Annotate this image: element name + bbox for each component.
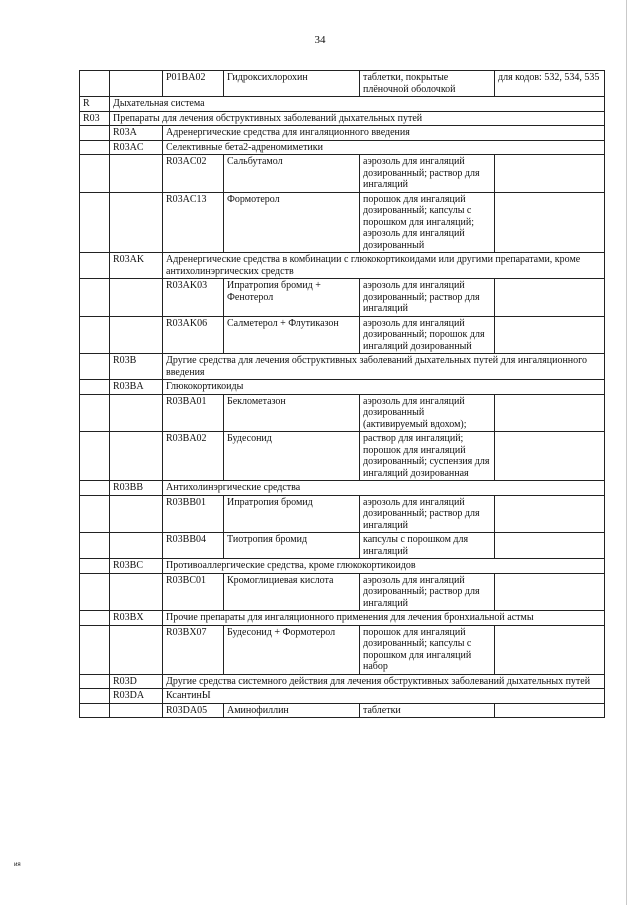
empty-cell bbox=[110, 394, 163, 432]
dosage-form: аэрозоль для ингаляций дозированный; раствор для ингаляций bbox=[360, 573, 495, 611]
empty-cell bbox=[80, 192, 110, 253]
dosage-form: таблетки, покрытые плёночной оболочкой bbox=[360, 71, 495, 97]
table-row bbox=[80, 111, 605, 126]
empty-cell bbox=[110, 71, 163, 97]
drug-code: R03AK06 bbox=[163, 316, 224, 354]
drug-name: Будесонид + Формотерол bbox=[224, 625, 360, 674]
empty-cell bbox=[80, 559, 110, 574]
empty-cell bbox=[80, 155, 110, 193]
drug-code: R03DA05 bbox=[163, 703, 224, 718]
table-row bbox=[80, 481, 605, 496]
drug-name: Формотерол bbox=[224, 192, 360, 253]
note-cell bbox=[495, 279, 605, 317]
empty-cell bbox=[80, 380, 110, 395]
empty-cell bbox=[80, 573, 110, 611]
group-code: R bbox=[80, 97, 110, 112]
subgroup-code: R03BB bbox=[110, 481, 163, 496]
table-row bbox=[80, 155, 605, 193]
empty-cell bbox=[110, 533, 163, 559]
drug-code: R03BB01 bbox=[163, 495, 224, 533]
table-row bbox=[80, 71, 605, 97]
drug-name: Ипратропия бромид bbox=[224, 495, 360, 533]
drug-name: Салметерол + Флутиказон bbox=[224, 316, 360, 354]
empty-cell bbox=[80, 495, 110, 533]
empty-cell bbox=[110, 279, 163, 317]
table-row bbox=[80, 495, 605, 533]
drug-name: Ипратропия бромид + Фенотерол bbox=[224, 279, 360, 317]
empty-cell bbox=[110, 192, 163, 253]
dosage-form: аэрозоль для ингаляций дозированный; раствор для ингаляций bbox=[360, 495, 495, 533]
group-label: Дыхательная система bbox=[110, 97, 605, 112]
drug-code: R03AC02 bbox=[163, 155, 224, 193]
empty-cell bbox=[80, 140, 110, 155]
dosage-form: аэрозоль для ингаляций дозированный (активируемый вдохом); bbox=[360, 394, 495, 432]
table-row bbox=[80, 533, 605, 559]
subgroup-label: Другие средства системного действия для лечения обструктивных заболеваний дыхательных путей bbox=[163, 674, 605, 689]
table-row bbox=[80, 126, 605, 141]
empty-cell bbox=[80, 481, 110, 496]
subgroup-label: Противоаллергические средства, кроме глюкокортикоидов bbox=[163, 559, 605, 574]
group-label: Препараты для лечения обструктивных заболеваний дыхательных путей bbox=[110, 111, 605, 126]
drug-code: R03BA02 bbox=[163, 432, 224, 481]
drug-name: Гидроксихлорохин bbox=[224, 71, 360, 97]
note-cell: для кодов: 532, 534, 535 bbox=[495, 71, 605, 97]
dosage-form: аэрозоль для ингаляций дозированный; раствор для ингаляций bbox=[360, 279, 495, 317]
group-code: R03 bbox=[80, 111, 110, 126]
drug-code: R03AC13 bbox=[163, 192, 224, 253]
table-row bbox=[80, 354, 605, 380]
subgroup-label: Другие средства для лечения обструктивных заболеваний дыхательных путей для ингаляционного введения bbox=[163, 354, 605, 380]
note-cell bbox=[495, 573, 605, 611]
drug-name: Тиотропия бромид bbox=[224, 533, 360, 559]
subgroup-code: R03BC bbox=[110, 559, 163, 574]
empty-cell bbox=[110, 495, 163, 533]
empty-cell bbox=[110, 155, 163, 193]
dosage-form: раствор для ингаляций; порошок для ингаляций дозированный; суспензия для ингаляций дозированная bbox=[360, 432, 495, 481]
note-cell bbox=[495, 432, 605, 481]
empty-cell bbox=[80, 253, 110, 279]
table-row bbox=[80, 703, 605, 718]
drug-code: R03BA01 bbox=[163, 394, 224, 432]
dosage-form: капсулы с порошком для ингаляций bbox=[360, 533, 495, 559]
table-row bbox=[80, 279, 605, 317]
empty-cell bbox=[110, 625, 163, 674]
drug-code: R03BX07 bbox=[163, 625, 224, 674]
note-cell bbox=[495, 155, 605, 193]
table-row bbox=[80, 611, 605, 626]
page-edge-line bbox=[626, 0, 627, 905]
drug-name: Беклометазон bbox=[224, 394, 360, 432]
empty-cell bbox=[80, 625, 110, 674]
note-cell bbox=[495, 495, 605, 533]
subgroup-code: R03D bbox=[110, 674, 163, 689]
empty-cell bbox=[80, 354, 110, 380]
empty-cell bbox=[110, 573, 163, 611]
table-row bbox=[80, 253, 605, 279]
dosage-form: порошок для ингаляций дозированный; капсулы с порошком для ингаляций набор bbox=[360, 625, 495, 674]
subgroup-label: Прочие препараты для ингаляционного применения для лечения бронхиальной астмы bbox=[163, 611, 605, 626]
note-cell bbox=[495, 394, 605, 432]
subgroup-label: Селективные бета2-адреномиметики bbox=[163, 140, 605, 155]
empty-cell bbox=[110, 432, 163, 481]
note-cell bbox=[495, 703, 605, 718]
table-row bbox=[80, 559, 605, 574]
note-cell bbox=[495, 625, 605, 674]
drug-code: R03AK03 bbox=[163, 279, 224, 317]
empty-cell bbox=[80, 432, 110, 481]
drug-code: P01BA02 bbox=[163, 71, 224, 97]
dosage-form: аэрозоль для ингаляций дозированный; раствор для ингаляций bbox=[360, 155, 495, 193]
subgroup-code: R03AK bbox=[110, 253, 163, 279]
table-row bbox=[80, 140, 605, 155]
empty-cell bbox=[80, 703, 110, 718]
subgroup-code: R03BA bbox=[110, 380, 163, 395]
note-cell bbox=[495, 533, 605, 559]
table-row bbox=[80, 573, 605, 611]
subgroup-code: R03AC bbox=[110, 140, 163, 155]
empty-cell bbox=[80, 71, 110, 97]
note-cell bbox=[495, 316, 605, 354]
drug-classification-table bbox=[79, 70, 605, 718]
dosage-form: порошок для ингаляций дозированный; капсулы с порошком для ингаляций; аэрозоль для ингаляций дозированный bbox=[360, 192, 495, 253]
empty-cell bbox=[80, 611, 110, 626]
empty-cell bbox=[80, 394, 110, 432]
empty-cell bbox=[80, 279, 110, 317]
drug-name: Аминофиллин bbox=[224, 703, 360, 718]
drug-code: R03BC01 bbox=[163, 573, 224, 611]
subgroup-code: R03DA bbox=[110, 689, 163, 704]
subgroup-label: Глюкокортикоиды bbox=[163, 380, 605, 395]
table-row bbox=[80, 689, 605, 704]
empty-cell bbox=[80, 689, 110, 704]
table-row bbox=[80, 97, 605, 112]
empty-cell bbox=[80, 674, 110, 689]
drug-code: R03BB04 bbox=[163, 533, 224, 559]
page-number: 34 bbox=[314, 34, 326, 46]
empty-cell bbox=[80, 126, 110, 141]
corner-mark: ия bbox=[14, 862, 21, 868]
empty-cell bbox=[80, 316, 110, 354]
dosage-form: аэрозоль для ингаляций дозированный; порошок для ингаляций дозированный bbox=[360, 316, 495, 354]
drug-name: Будесонид bbox=[224, 432, 360, 481]
empty-cell bbox=[110, 316, 163, 354]
subgroup-label: Адренергические средства для ингаляционного введения bbox=[163, 126, 605, 141]
table-row bbox=[80, 394, 605, 432]
subgroup-code: R03BX bbox=[110, 611, 163, 626]
dosage-form: таблетки bbox=[360, 703, 495, 718]
table-row bbox=[80, 316, 605, 354]
table-row bbox=[80, 380, 605, 395]
drug-name: Кромоглициевая кислота bbox=[224, 573, 360, 611]
table-row bbox=[80, 625, 605, 674]
subgroup-label: КсантинЫ bbox=[163, 689, 605, 704]
subgroup-label: Антихолинэргические средства bbox=[163, 481, 605, 496]
empty-cell bbox=[80, 533, 110, 559]
drug-name: Сальбутамол bbox=[224, 155, 360, 193]
note-cell bbox=[495, 192, 605, 253]
subgroup-code: R03A bbox=[110, 126, 163, 141]
subgroup-code: R03B bbox=[110, 354, 163, 380]
table-row bbox=[80, 192, 605, 253]
subgroup-label: Адренергические средства в комбинации с глюкокортикоидами или другими препаратами, кроме антихолинэргических средств bbox=[163, 253, 605, 279]
empty-cell bbox=[110, 703, 163, 718]
table-row bbox=[80, 432, 605, 481]
table-row bbox=[80, 674, 605, 689]
